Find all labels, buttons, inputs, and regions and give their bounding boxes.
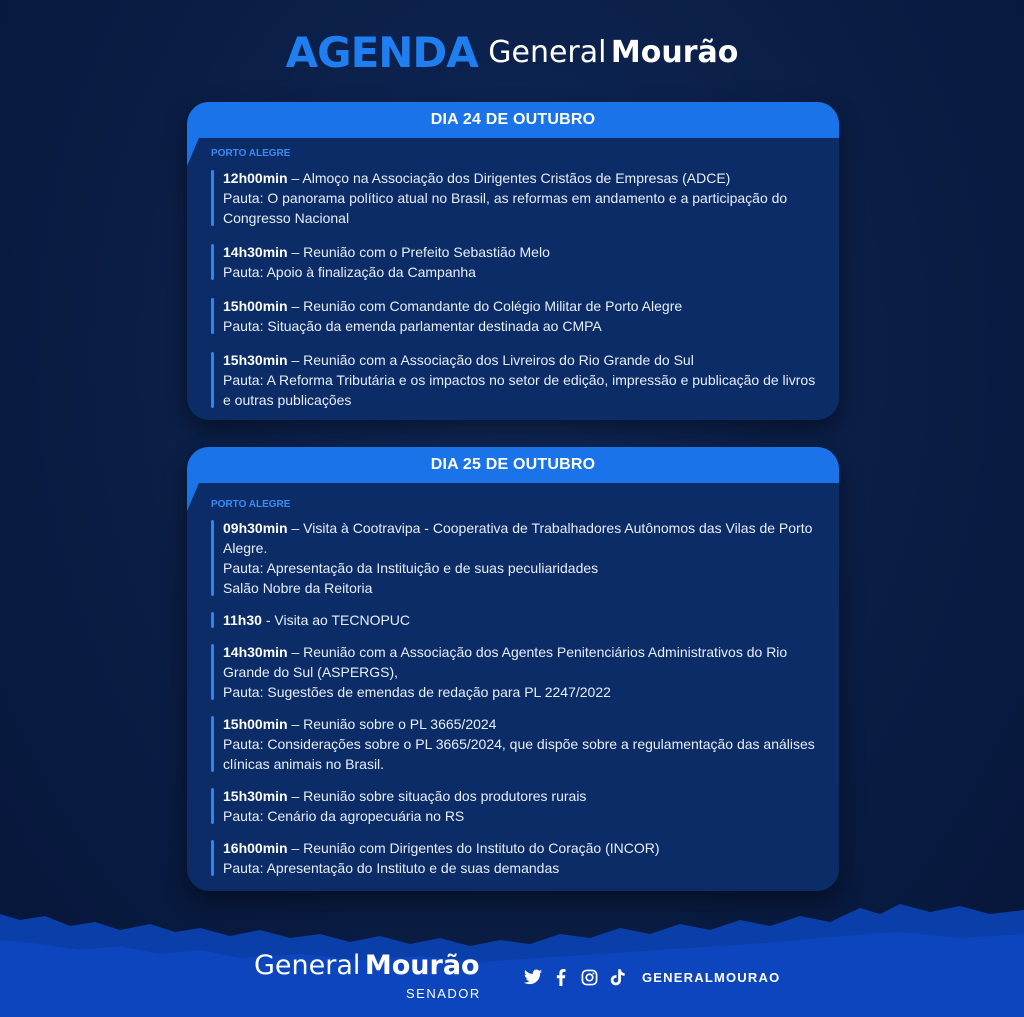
agenda-item xyxy=(211,518,819,598)
city-label: PORTO ALEGRE xyxy=(211,148,291,159)
item-text: – Reunião sobre situação dos produtores rurais xyxy=(287,788,587,804)
footer-brand xyxy=(254,950,480,981)
item-detail: Pauta: A Reforma Tributária e os impactos no setor de edição, impressão e publicação de livros e outras publicações xyxy=(223,372,816,408)
mountain-silhouette xyxy=(0,900,1024,1017)
item-text: - Visita ao TECNOPUC xyxy=(261,612,411,628)
item-text: – Reunião com Dirigentes do Instituto do Coração (INCOR) xyxy=(287,840,660,856)
social-links xyxy=(524,968,780,986)
day-card-24 xyxy=(187,102,839,420)
item-time: 15h30min xyxy=(223,788,288,804)
item-text: – Reunião com o Prefeito Sebastião Melo xyxy=(287,244,550,260)
item-time: 11h30 xyxy=(223,612,262,628)
title-agenda: AGENDA xyxy=(285,28,478,77)
item-detail: Pauta: Apresentação da Instituição e de suas peculiaridades xyxy=(223,560,599,576)
brand-general: General xyxy=(254,950,361,981)
item-detail: Pauta: Considerações sobre o PL 3665/2024, que dispõe sobre a regulamentação das análises clínicas animais no Brasil. xyxy=(223,736,815,772)
city-label: PORTO ALEGRE xyxy=(211,499,291,510)
item-time: 15h00min xyxy=(223,716,288,732)
tiktok-icon[interactable] xyxy=(608,968,626,986)
social-handle[interactable]: GENERALMOURAO xyxy=(642,969,781,985)
agenda-item xyxy=(211,838,819,878)
item-time: 14h30min xyxy=(223,644,288,660)
item-text: – Visita à Cootravipa - Cooperativa de Trabalhadores Autônomos das Vilas de Porto Alegre. xyxy=(223,520,813,556)
item-extra: Salão Nobre da Reitoria xyxy=(223,580,373,596)
item-time: 12h00min xyxy=(223,170,288,186)
brand-senador: SENADOR xyxy=(406,986,481,1001)
agenda-item xyxy=(211,242,819,282)
item-detail: Pauta: Cenário da agropecuária no RS xyxy=(223,808,465,824)
twitter-icon[interactable] xyxy=(524,968,542,986)
title-mourao: Mourão xyxy=(610,35,739,70)
page-title xyxy=(0,28,1024,77)
item-text: – Almoço na Associação dos Dirigentes Cristãos de Empresas (ADCE) xyxy=(287,170,731,186)
item-detail: Pauta: Sugestões de emendas de redação para PL 2247/2022 xyxy=(223,684,611,700)
title-general: General xyxy=(488,35,607,70)
agenda-item xyxy=(211,714,819,774)
agenda-item xyxy=(211,168,819,228)
item-text: – Reunião sobre o PL 3665/2024 xyxy=(287,716,497,732)
item-detail: Pauta: Apoio à finalização da Campanha xyxy=(223,264,476,280)
day-card-25 xyxy=(187,447,839,891)
day-title: DIA 25 DE OUTUBRO xyxy=(430,456,596,473)
agenda-list xyxy=(211,518,819,890)
agenda-item xyxy=(211,350,819,410)
item-text: – Reunião com Comandante do Colégio Militar de Porto Alegre xyxy=(287,298,683,314)
item-text: – Reunião com a Associação dos Livreiros do Rio Grande do Sul xyxy=(287,352,694,368)
footer-band xyxy=(0,900,1024,1017)
agenda-list xyxy=(211,168,819,424)
item-time: 16h00min xyxy=(223,840,288,856)
facebook-icon[interactable] xyxy=(552,968,570,986)
item-detail: Pauta: Apresentação do Instituto e de suas demandas xyxy=(223,860,560,876)
agenda-item xyxy=(211,610,819,630)
agenda-item xyxy=(211,786,819,826)
agenda-item xyxy=(211,642,819,702)
item-time: 09h30min xyxy=(223,520,288,536)
brand-mourao: Mourão xyxy=(364,950,480,981)
day-title: DIA 24 DE OUTUBRO xyxy=(430,111,596,128)
instagram-icon[interactable] xyxy=(580,968,598,986)
item-detail: Pauta: O panorama político atual no Brasil, as reformas em andamento e a participação do Congresso Nacional xyxy=(223,190,788,226)
agenda-item xyxy=(211,296,819,336)
item-time: 14h30min xyxy=(223,244,288,260)
item-time: 15h00min xyxy=(223,298,288,314)
item-time: 15h30min xyxy=(223,352,288,368)
item-detail: Pauta: Situação da emenda parlamentar destinada ao CMPA xyxy=(223,318,602,334)
item-text: – Reunião com a Associação dos Agentes Penitenciários Administrativos do Rio Grande do Sul (ASPERGS), xyxy=(223,644,788,680)
